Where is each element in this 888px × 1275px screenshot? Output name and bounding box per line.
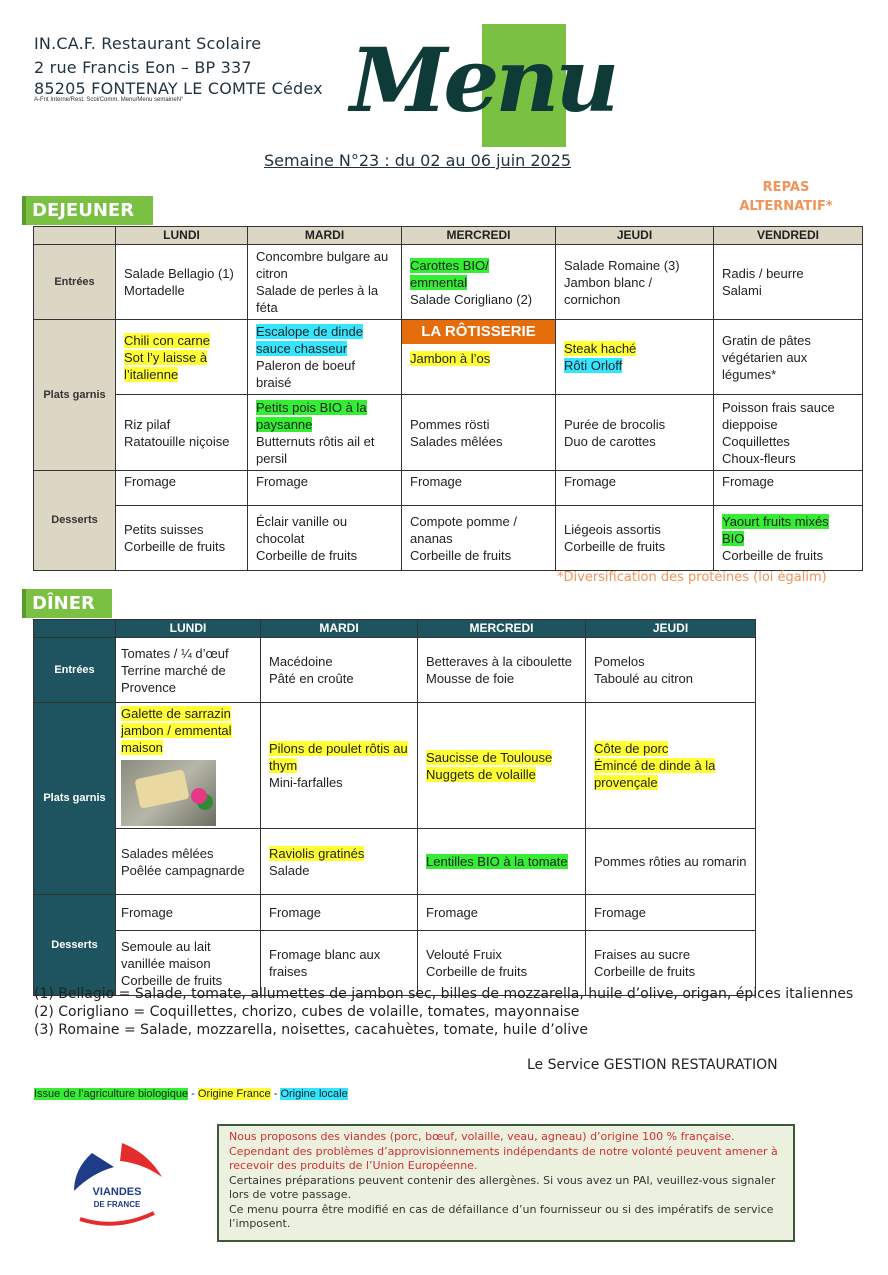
menu-cell: Concombre bulgare au citron Salade de perles à la féta xyxy=(248,245,402,320)
menu-cell: Salade Romaine (3) Jambon blanc / cornichon xyxy=(556,245,714,320)
menu-cell: Purée de brocolis Duo de carottes xyxy=(556,395,714,471)
menu-cell: Fraises au sucre Corbeille de fruits xyxy=(586,931,756,996)
school-city: 85205 FONTENAY LE COMTE Cédex xyxy=(34,79,323,98)
menu-cell: Fromage blanc aux fraises xyxy=(261,931,418,996)
menu-cell: LA RÔTISSERIE Jambon à l’os xyxy=(402,320,556,395)
lunch-day-header: VENDREDI xyxy=(714,227,863,245)
row-label: Plats garnis xyxy=(34,320,116,471)
menu-cell: Radis / beurre Salami xyxy=(714,245,863,320)
menu-cell: Galette de sarrazin jambon / emmental maison xyxy=(116,703,261,829)
menu-cell: Carottes BIO/ emmental Salade Corigliano (2) xyxy=(402,245,556,320)
service-signature: Le Service GESTION RESTAURATION xyxy=(527,1057,778,1073)
menu-cell: Fromage xyxy=(418,895,586,931)
lunch-entrees-row xyxy=(34,245,863,320)
menu-cell: Compote pomme / ananas Corbeille de fruits xyxy=(402,506,556,571)
galette-photo xyxy=(121,760,216,826)
lunch-title: DEJEUNER xyxy=(22,196,153,225)
menu-cell: Fromage xyxy=(586,895,756,931)
dinner-table xyxy=(33,619,756,996)
document-ref: A-Fnt Interne/Rest. Scol/Comm. Menu/Menu semaineN° xyxy=(34,97,184,103)
menu-cell: Liégeois assortis Corbeille de fruits xyxy=(556,506,714,571)
row-label: Entrées xyxy=(34,638,116,703)
change-notice: Ce menu pourra être modifié en cas de défaillance d’un fournisseur ou si des impératifs de service l’imposent. xyxy=(229,1202,774,1230)
dinner-entrees-row xyxy=(34,638,756,703)
menu-cell: Saucisse de Toulouse Nuggets de volaille xyxy=(418,703,586,829)
menu-cell: Petits pois BIO à la paysanne Butternuts rôtis ail et persil xyxy=(248,395,402,471)
allergen-notice: Certaines préparations peuvent contenir des allergènes. Si vous avez un PAI, veuillez-vous signaler lors de votre passage. xyxy=(229,1173,776,1201)
row-label: Desserts xyxy=(34,471,116,571)
footnote-2: (2) Corigliano = Coquillettes, chorizo, cubes de volaille, tomates, mayonnaise xyxy=(34,1004,580,1020)
dinner-day-header: JEUDI xyxy=(586,620,756,638)
menu-cell: Riz pilaf Ratatouille niçoise xyxy=(116,395,248,471)
lunch-plats-row-2 xyxy=(34,395,863,471)
row-label: Desserts xyxy=(34,895,116,996)
menu-cell: Macédoine Pâté en croûte xyxy=(261,638,418,703)
lunch-plats-row-1 xyxy=(34,320,863,395)
menu-cell: Semoule au lait vanillée maison Corbeille de fruits xyxy=(116,931,261,996)
menu-cell: Éclair vanille ou chocolat Corbeille de fruits xyxy=(248,506,402,571)
lunch-fromage-row xyxy=(34,471,863,506)
menu-cell: Fromage xyxy=(261,895,418,931)
menu-cell: Salades mêlées Poêlée campagnarde xyxy=(116,829,261,895)
menu-cell: Fromage xyxy=(556,471,714,506)
menu-cell: Escalope de dinde sauce chasseur Paleron de boeuf braisé xyxy=(248,320,402,395)
legend-bio: Issue de l’agriculture biologique xyxy=(34,1088,189,1100)
viandes-de-france-logo xyxy=(62,1133,172,1233)
menu-cell: Poisson frais sauce dieppoise Coquillettes Choux-fleurs xyxy=(714,395,863,471)
lunch-desserts-row xyxy=(34,506,863,571)
menu-cell: Côte de porc Émincé de dinde à la provençale xyxy=(586,703,756,829)
menu-cell: Pommes rôties au romarin xyxy=(586,829,756,895)
menu-cell: Yaourt fruits mixés BIO Corbeille de fruits xyxy=(714,506,863,571)
week-title: Semaine N°23 : du 02 au 06 juin 2025 xyxy=(264,151,572,170)
lunch-day-header: LUNDI xyxy=(116,227,248,245)
menu-cell: Fromage xyxy=(402,471,556,506)
row-label: Entrées xyxy=(34,245,116,320)
row-label: Plats garnis xyxy=(34,703,116,895)
lunch-day-header: MARDI xyxy=(248,227,402,245)
lunch-day-header: MERCREDI xyxy=(402,227,556,245)
menu-cell: Gratin de pâtes végétarien aux légumes* xyxy=(714,320,863,395)
dinner-fromage-row xyxy=(34,895,756,931)
legend-france: Origine France xyxy=(197,1088,271,1100)
dinner-header-row xyxy=(34,620,756,638)
footnote-3: (3) Romaine = Salade, mozzarella, noisettes, cacahuètes, tomate, huile d’olive xyxy=(34,1022,588,1038)
footnote-1: (1) Bellagio = Salade, tomate, allumettes de jambon sec, billes de mozzarella, huile d’olive, origan, épices italiennes xyxy=(34,986,854,1002)
dinner-day-header: MERCREDI xyxy=(418,620,586,638)
menu-cell: Pommes rösti Salades mêlées xyxy=(402,395,556,471)
rotisserie-banner: LA RÔTISSERIE xyxy=(402,320,555,344)
color-legend: Issue de l’agriculture biologique - Origine France - Origine locale xyxy=(34,1088,348,1100)
lunch-day-header: JEUDI xyxy=(556,227,714,245)
dinner-title: DÎNER xyxy=(22,589,112,618)
menu-logo: Menu xyxy=(350,28,616,132)
menu-cell: Pomelos Taboulé au citron xyxy=(586,638,756,703)
menu-cell: Velouté Fruix Corbeille de fruits xyxy=(418,931,586,996)
menu-cell: Fromage xyxy=(116,471,248,506)
menu-cell: Petits suisses Corbeille de fruits xyxy=(116,506,248,571)
school-name: IN.CA.F. Restaurant Scolaire xyxy=(34,34,262,53)
menu-cell: Betteraves à la ciboulette Mousse de foie xyxy=(418,638,586,703)
lunch-header-row xyxy=(34,227,863,245)
menu-cell: Tomates / ¼ d’œuf Terrine marché de Provence xyxy=(116,638,261,703)
protein-note: *Diversification des protéines (loi égalim) xyxy=(557,570,827,585)
menu-cell: Fromage xyxy=(714,471,863,506)
logo-line-1: VIANDES xyxy=(92,1186,142,1198)
info-box xyxy=(217,1124,795,1242)
school-address: 2 rue Francis Eon – BP 337 xyxy=(34,58,252,77)
menu-cell: Pilons de poulet rôtis au thym Mini-farfalles xyxy=(261,703,418,829)
menu-cell: Lentilles BIO à la tomate xyxy=(418,829,586,895)
corner-cell xyxy=(34,227,116,245)
dinner-plats-row-1 xyxy=(34,703,756,829)
dinner-plats-row-2 xyxy=(34,829,756,895)
menu-cell: Raviolis gratinés Salade xyxy=(261,829,418,895)
menu-cell: Fromage xyxy=(116,895,261,931)
corner-cell xyxy=(34,620,116,638)
logo-line-2: DE FRANCE xyxy=(93,1200,141,1209)
lunch-table xyxy=(33,226,863,571)
dinner-day-header: LUNDI xyxy=(116,620,261,638)
alternative-meal-label: REPAS ALTERNATIF* xyxy=(739,180,833,214)
menu-cell: Chili con carne Sot l’y laisse à l’italienne xyxy=(116,320,248,395)
origin-notice: Nous proposons des viandes (porc, bœuf, volaille, veau, agneau) d’origine 100 % française. Cependant des problèmes d’approvisionnements indépendants de notre volonté peuvent amener à recevoir des produits de l’Union Européenne. xyxy=(229,1130,778,1172)
dinner-day-header: MARDI xyxy=(261,620,418,638)
menu-cell: Steak haché Rôti Orloff xyxy=(556,320,714,395)
menu-cell: Fromage xyxy=(248,471,402,506)
menu-cell: Salade Bellagio (1) Mortadelle xyxy=(116,245,248,320)
legend-locale: Origine locale xyxy=(280,1088,348,1100)
